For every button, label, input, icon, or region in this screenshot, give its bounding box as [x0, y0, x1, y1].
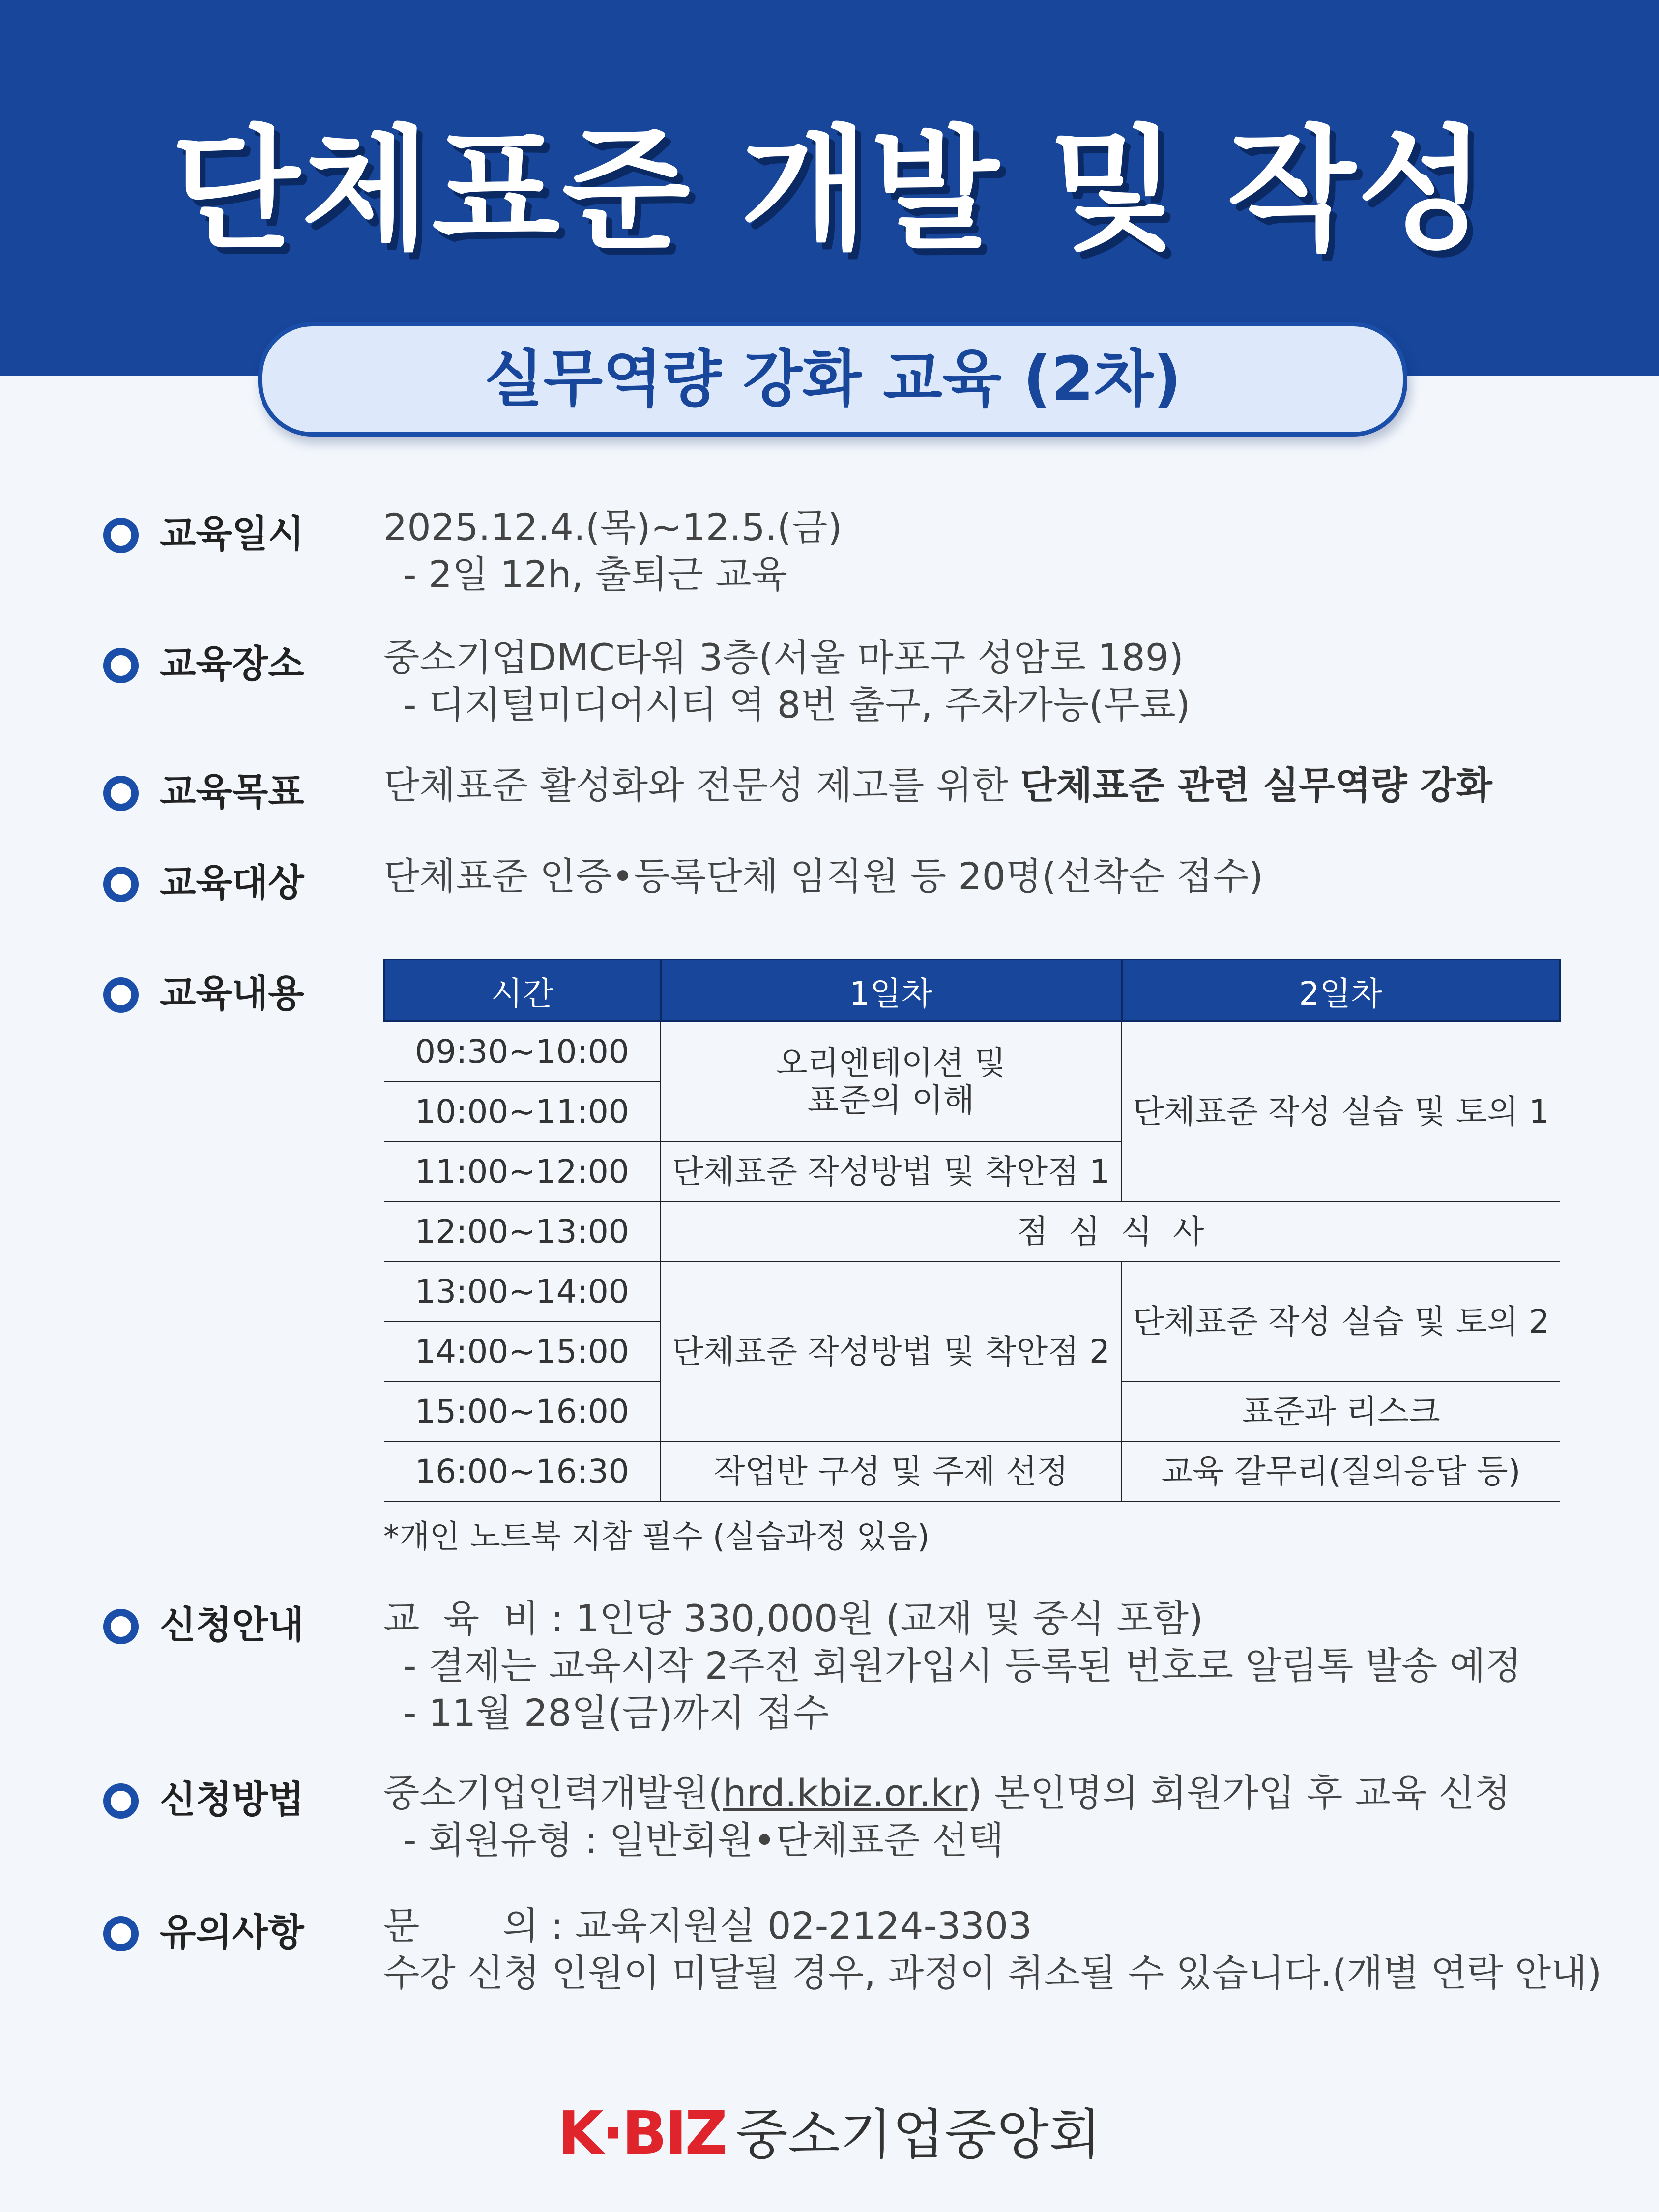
- schedule-table: [383, 959, 1561, 1502]
- payment-line: - 결제는 교육시작 2주전 회원가입시 등록된 번호로 알림톡 발송 예정: [403, 1644, 1522, 1688]
- day1-cell: 단체표준 작성방법 및 착안점 2: [661, 1262, 1122, 1442]
- section-content: [383, 762, 1492, 809]
- bullet-icon: [103, 648, 139, 683]
- table-row: [384, 1202, 1560, 1262]
- section-label: 신청방법: [160, 1777, 304, 1821]
- place-detail: - 디지털미디어시티 역 8번 출구, 주차가능(무료): [403, 683, 1191, 727]
- cancel-line: 수강 신청 인원이 미달될 경우, 과정이 취소될 수 있습니다.(개별 연락 안내): [383, 1951, 1602, 1995]
- table-note: *개인 노트북 지참 필수 (실습과정 있음): [383, 1519, 930, 1555]
- section-label: 유의사항: [160, 1910, 304, 1954]
- bullet-icon: [103, 977, 139, 1013]
- subtitle-pill: [258, 322, 1407, 437]
- bullet-icon: [103, 1609, 139, 1644]
- website-link[interactable]: hrd.kbiz.or.kr: [723, 1771, 968, 1815]
- section-content: [383, 853, 1263, 900]
- table-row: [384, 1442, 1560, 1502]
- header-time: 시간: [384, 960, 661, 1021]
- time-cell: 11:00~12:00: [384, 1142, 661, 1202]
- section-content: [383, 1902, 1601, 1997]
- date-line: 2025.12.4.(목)~12.5.(금): [383, 505, 843, 549]
- header-day2: 2일차: [1122, 960, 1560, 1021]
- section-label: 교육장소: [160, 642, 304, 686]
- method-post: ) 본인명의 회원가입 후 교육 신청: [967, 1771, 1511, 1815]
- section-content: [383, 504, 842, 598]
- logo-text: 중소기업중앙회: [735, 2103, 1102, 2166]
- page-title: 단체표준 개발 및 작성: [171, 113, 1488, 267]
- contact-line: 문 의 : 교육지원실 02-2124-3303: [383, 1904, 1032, 1948]
- fee-line: 교 육 비 : 1인당 330,000원 (교재 및 중식 포함): [383, 1597, 1203, 1640]
- section-content: [383, 1770, 1511, 1864]
- lunch-cell: 점 심 식 사: [661, 1202, 1560, 1262]
- time-cell: 09:30~10:00: [384, 1021, 661, 1082]
- logo-mark: K·BIZ: [557, 2099, 726, 2168]
- time-cell: 13:00~14:00: [384, 1262, 661, 1322]
- day2-cell: 단체표준 작성 실습 및 토의 2: [1122, 1262, 1560, 1382]
- section-label: 교육내용: [160, 971, 304, 1015]
- bullet-icon: [103, 1783, 139, 1819]
- member-type-line: - 회원유형 : 일반회원•단체표준 선택: [403, 1818, 1004, 1862]
- bullet-icon: [103, 776, 139, 811]
- method-pre: 중소기업인력개발원(: [383, 1771, 723, 1815]
- section-label: 교육일시: [160, 512, 304, 555]
- place-line: 중소기업DMC타워 3층(서울 마포구 성암로 189): [383, 636, 1184, 679]
- time-cell: 16:00~16:30: [384, 1442, 661, 1502]
- bullet-icon: [103, 518, 139, 553]
- section-label: 신청안내: [160, 1603, 304, 1647]
- header-day1: 1일차: [661, 960, 1122, 1021]
- section-label: 교육목표: [160, 770, 304, 814]
- date-detail: - 2일 12h, 출퇴근 교육: [403, 553, 787, 596]
- table-row: [384, 1262, 1560, 1322]
- day2-cell: 표준과 리스크: [1122, 1382, 1560, 1442]
- time-cell: 10:00~11:00: [384, 1082, 661, 1142]
- time-cell: 14:00~15:00: [384, 1322, 661, 1382]
- time-cell: 12:00~13:00: [384, 1202, 661, 1262]
- table-row: [384, 1021, 1560, 1082]
- time-cell: 15:00~16:00: [384, 1382, 661, 1442]
- goal-text: 단체표준 활성화와 전문성 제고를 위한: [383, 763, 1020, 807]
- section-content: [383, 1595, 1521, 1737]
- section-content: [383, 634, 1191, 728]
- bullet-icon: [103, 867, 139, 902]
- day1-cell: 단체표준 작성방법 및 착안점 1: [661, 1142, 1122, 1202]
- section-label: 교육대상: [160, 861, 304, 904]
- target-text: 단체표준 인증•등록단체 임직원 등 20명(선착순 접수): [383, 854, 1263, 898]
- subtitle-text: 실무역량 강화 교육 (2차): [484, 344, 1182, 415]
- deadline-line: - 11월 28일(금)까지 접수: [403, 1691, 829, 1735]
- goal-bold: 단체표준 관련 실무역량 강화: [1020, 763, 1492, 807]
- day1-cell: 작업반 구성 및 주제 선정: [661, 1442, 1122, 1502]
- day1-cell: 오리엔테이션 및 표준의 이해: [661, 1021, 1122, 1142]
- day2-cell: 단체표준 작성 실습 및 토의 1: [1122, 1021, 1560, 1202]
- kbiz-logo: [0, 2092, 1659, 2169]
- bullet-icon: [103, 1916, 139, 1951]
- day2-cell: 교육 갈무리(질의응답 등): [1122, 1442, 1560, 1502]
